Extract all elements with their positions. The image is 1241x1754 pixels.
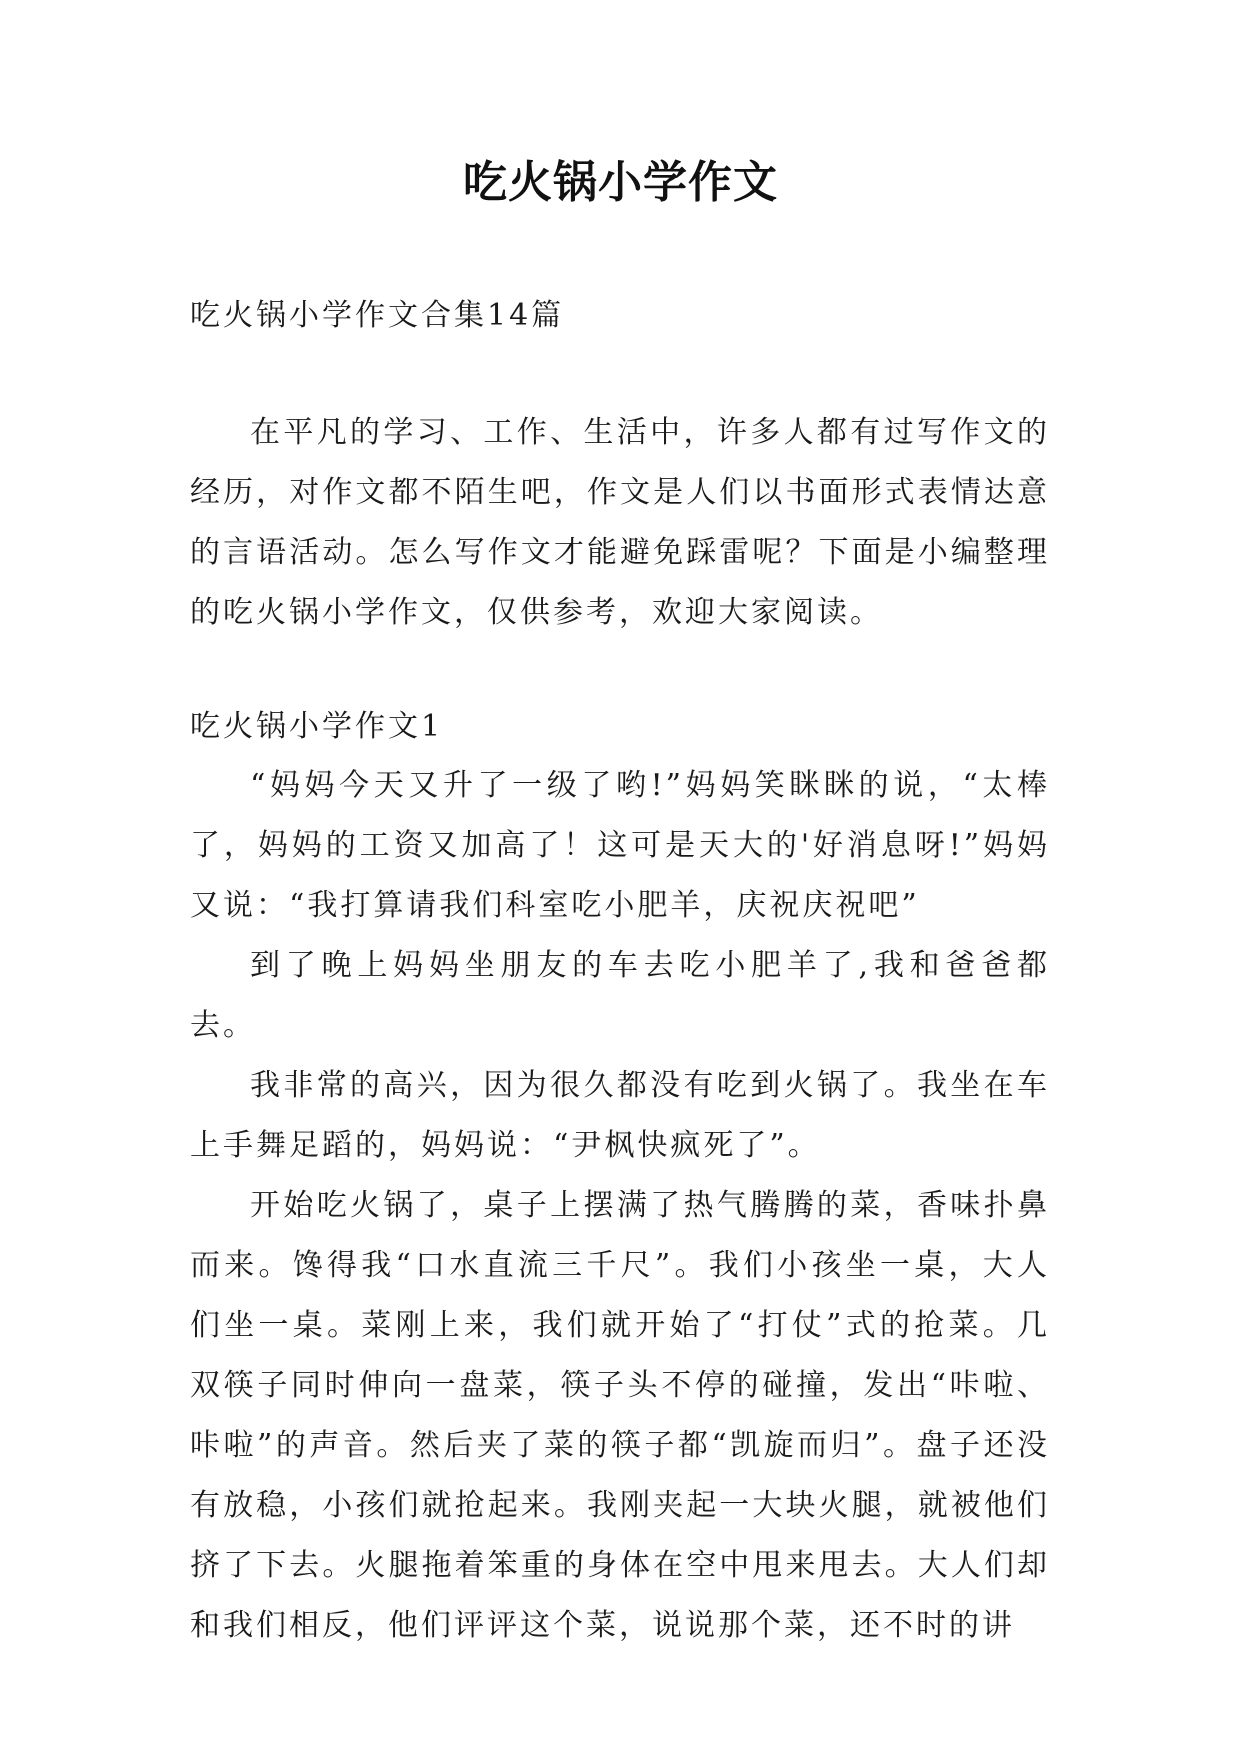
document-title: 吃火锅小学作文 [463,157,778,208]
essay-paragraph-2: 到了晚上妈妈坐朋友的车去吃小肥羊了,我和爸爸都去。 [190,948,1050,1043]
subtitle-text: 吃火锅小学作文合集14篇 [190,298,565,333]
essay-paragraph-1: “妈妈今天又升了一级了哟!”妈妈笑眯眯的说，“太棒了，妈妈的工资又加高了！这可是天大的'好消息呀!”妈妈又说：“我打算请我们科室吃小肥羊，庆祝庆祝吧” [190,768,1050,923]
essay-body [190,756,1050,1656]
essay-paragraph-4: 开始吃火锅了，桌子上摆满了热气腾腾的菜，香味扑鼻而来。馋得我“口水直流三千尺”。我们小孩坐一桌，大人们坐一桌。菜刚上来，我们就开始了“打仗”式的抢菜。几双筷子同时伸向一盘菜，筷子头不停的碰撞，发出“咔啦、咔啦”的声音。然后夹了菜的筷子都“凯旋而归”。盘子还没有放稳，小孩们就抢起来。我刚夹起一大块火腿，就被他们挤了下去。火腿拖着笨重的身体在空中甩来甩去。大人们却和我们相反，他们评评这个菜，说说那个菜，还不时的讲 [190,1188,1050,1643]
intro-paragraph [190,403,1050,643]
essay-paragraph-3: 我非常的高兴，因为很久都没有吃到火锅了。我坐在车上手舞足蹈的，妈妈说：“尹枫快疯死了”。 [190,1068,1050,1163]
document-subtitle [190,286,1050,346]
section-heading-text: 吃火锅小学作文1 [190,709,444,744]
intro-text: 在平凡的学习、工作、生活中，许多人都有过写作文的经历，对作文都不陌生吧，作文是人们以书面形式表情达意的言语活动。怎么写作文才能避免踩雷呢？下面是小编整理的吃火锅小学作文，仅供参考，欢迎大家阅读。 [190,415,1050,630]
section-heading [190,697,1050,757]
